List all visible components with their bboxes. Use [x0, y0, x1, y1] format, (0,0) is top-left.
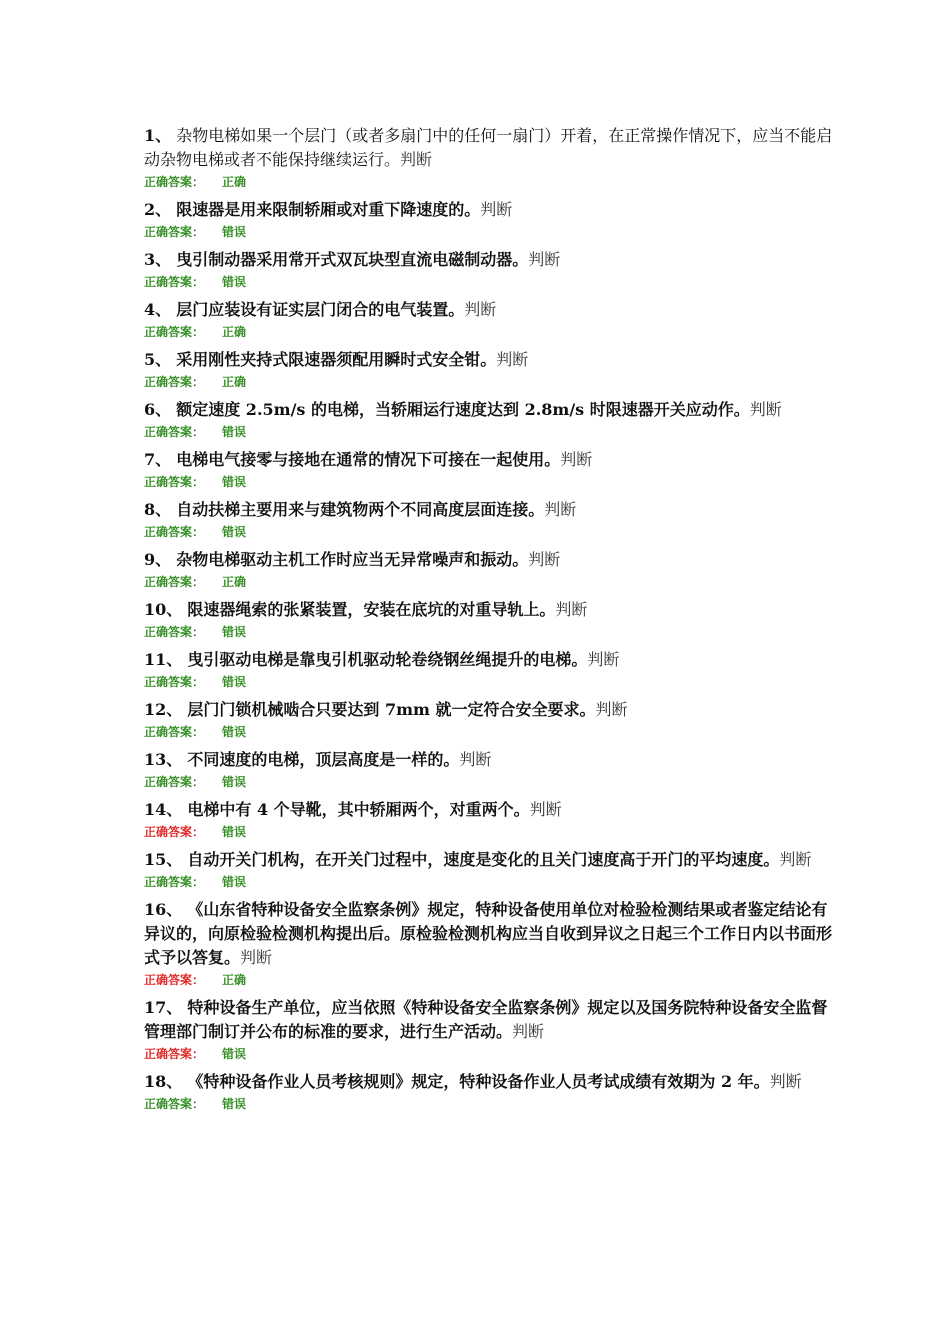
question-text: 曳引驱动电梯是靠曳引机驱动轮卷绕钢丝绳提升的电梯。 — [187, 650, 588, 669]
answer-line-15 — [144, 874, 834, 890]
question-number: 15、 — [144, 850, 183, 869]
answer-label: 正确答案： — [144, 225, 205, 239]
question-number: 16、 — [144, 900, 183, 919]
question-15 — [144, 848, 834, 872]
question-9 — [144, 548, 834, 572]
answer-label: 正确答案： — [144, 875, 205, 889]
question-number: 12、 — [144, 700, 183, 719]
answer-line-11 — [144, 674, 834, 690]
question-number: 4、 — [144, 300, 172, 319]
answer-label: 正确答案： — [144, 825, 205, 839]
answer-label: 正确答案： — [144, 1047, 205, 1061]
answer-line-12 — [144, 724, 834, 740]
question-number: 18、 — [144, 1072, 183, 1091]
judge-tag: 判断 — [464, 300, 497, 319]
answer-value: 错误 — [222, 825, 247, 839]
answer-value: 错误 — [222, 225, 247, 239]
judge-tag: 判断 — [749, 400, 782, 419]
question-number: 17、 — [144, 998, 183, 1017]
judge-tag: 判断 — [587, 650, 620, 669]
question-text: 曳引制动器采用常开式双瓦块型直流电磁制动器。 — [176, 250, 529, 269]
question-number: 6、 — [144, 400, 172, 419]
answer-value: 错误 — [222, 775, 247, 789]
answer-line-16 — [144, 972, 834, 988]
question-text: 层门门锁机械啮合只要达到 7mm 就一定符合安全要求。 — [187, 700, 596, 719]
judge-tag: 判断 — [544, 500, 577, 519]
answer-value: 正确 — [222, 575, 247, 589]
judge-tag: 判断 — [512, 1022, 545, 1041]
answer-value: 错误 — [222, 475, 247, 489]
answer-label: 正确答案： — [144, 375, 205, 389]
answer-label: 正确答案： — [144, 325, 205, 339]
question-number: 13、 — [144, 750, 183, 769]
answer-label: 正确答案： — [144, 275, 205, 289]
judge-tag: 判断 — [480, 200, 513, 219]
question-10 — [144, 598, 834, 622]
question-number: 1、 — [144, 126, 172, 145]
question-text: 自动开关门机构，在开关门过程中，速度是变化的且关门速度高于开门的平均速度。 — [187, 850, 780, 869]
question-number: 2、 — [144, 200, 172, 219]
answer-value: 错误 — [222, 625, 247, 639]
question-number: 8、 — [144, 500, 172, 519]
question-12 — [144, 698, 834, 722]
question-text: 杂物电梯驱动主机工作时应当无异常噪声和振动。 — [176, 550, 529, 569]
question-4 — [144, 298, 834, 322]
answer-label: 正确答案： — [144, 175, 205, 189]
question-text: 《山东省特种设备安全监察条例》规定，特种设备使用单位对检验检测结果或者鉴定结论有异议的，向原检验检测机构提出后。原检验检测机构应当自收到异议之日起三个工作日内以书面形式予以答复。 — [144, 900, 833, 967]
question-list — [144, 124, 834, 1120]
judge-tag: 判断 — [779, 850, 812, 869]
answer-label: 正确答案： — [144, 1097, 205, 1111]
answer-value: 错误 — [222, 275, 247, 289]
question-text: 特种设备生产单位，应当依照《特种设备安全监察条例》规定以及国务院特种设备安全监督管理部门制订并公布的标准的要求，进行生产活动。 — [144, 998, 828, 1041]
answer-line-5 — [144, 374, 834, 390]
answer-value: 错误 — [222, 675, 247, 689]
answer-label: 正确答案： — [144, 725, 205, 739]
judge-tag: 判断 — [240, 948, 273, 967]
judge-tag: 判断 — [496, 350, 529, 369]
question-6 — [144, 398, 834, 422]
judge-tag: 判断 — [528, 250, 561, 269]
question-11 — [144, 648, 834, 672]
answer-line-3 — [144, 274, 834, 290]
question-7 — [144, 448, 834, 472]
question-18 — [144, 1070, 834, 1094]
question-number: 14、 — [144, 800, 183, 819]
question-13 — [144, 748, 834, 772]
answer-line-7 — [144, 474, 834, 490]
answer-value: 错误 — [222, 1047, 247, 1061]
answer-value: 错误 — [222, 875, 247, 889]
answer-value: 错误 — [222, 725, 247, 739]
answer-label: 正确答案： — [144, 973, 205, 987]
answer-label: 正确答案： — [144, 675, 205, 689]
answer-line-9 — [144, 574, 834, 590]
answer-line-13 — [144, 774, 834, 790]
answer-value: 错误 — [222, 425, 247, 439]
question-text: 《特种设备作业人员考核规则》规定，特种设备作业人员考试成绩有效期为 2 年。 — [187, 1072, 770, 1091]
answer-line-4 — [144, 324, 834, 340]
answer-label: 正确答案： — [144, 625, 205, 639]
answer-value: 正确 — [222, 325, 247, 339]
question-17 — [144, 996, 834, 1044]
answer-line-1 — [144, 174, 834, 190]
answer-label: 正确答案： — [144, 425, 205, 439]
question-text: 限速器绳索的张紧装置，安装在底坑的对重导轨上。 — [187, 600, 556, 619]
answer-line-6 — [144, 424, 834, 440]
judge-tag: 判断 — [560, 450, 593, 469]
answer-line-14 — [144, 824, 834, 840]
question-text: 不同速度的电梯，顶层高度是一样的。 — [187, 750, 460, 769]
answer-value: 正确 — [222, 175, 247, 189]
question-number: 5、 — [144, 350, 172, 369]
answer-line-8 — [144, 524, 834, 540]
answer-label: 正确答案： — [144, 575, 205, 589]
question-text: 采用刚性夹持式限速器须配用瞬时式安全钳。 — [176, 350, 497, 369]
judge-tag: 判断 — [595, 700, 628, 719]
question-number: 10、 — [144, 600, 183, 619]
answer-line-17 — [144, 1046, 834, 1062]
question-number: 9、 — [144, 550, 172, 569]
answer-value: 错误 — [222, 525, 247, 539]
question-16 — [144, 898, 834, 970]
judge-tag: 判断 — [769, 1072, 802, 1091]
question-3 — [144, 248, 834, 272]
question-text: 电梯中有 4 个导靴，其中轿厢两个，对重两个。 — [187, 800, 530, 819]
question-1 — [144, 124, 834, 172]
answer-line-10 — [144, 624, 834, 640]
judge-tag: 判断 — [555, 600, 588, 619]
answer-value: 正确 — [222, 973, 247, 987]
answer-label: 正确答案： — [144, 525, 205, 539]
question-text: 自动扶梯主要用来与建筑物两个不同高度层面连接。 — [176, 500, 545, 519]
question-number: 3、 — [144, 250, 172, 269]
answer-value: 正确 — [222, 375, 247, 389]
question-8 — [144, 498, 834, 522]
answer-line-18 — [144, 1096, 834, 1112]
judge-tag: 判断 — [529, 800, 562, 819]
question-14 — [144, 798, 834, 822]
question-number: 7、 — [144, 450, 172, 469]
question-text: 电梯电气接零与接地在通常的情况下可接在一起使用。 — [176, 450, 561, 469]
question-text: 层门应装设有证实层门闭合的电气装置。 — [176, 300, 465, 319]
question-2 — [144, 198, 834, 222]
answer-value: 错误 — [222, 1097, 247, 1111]
judge-tag: 判断 — [528, 550, 561, 569]
question-number: 11、 — [144, 650, 183, 669]
question-text: 限速器是用来限制轿厢或对重下降速度的。 — [176, 200, 481, 219]
answer-line-2 — [144, 224, 834, 240]
answer-label: 正确答案： — [144, 475, 205, 489]
question-text: 额定速度 2.5m/s 的电梯，当轿厢运行速度达到 2.8m/s 时限速器开关应动作。 — [176, 400, 750, 419]
question-text: 杂物电梯如果一个层门（或者多扇门中的任何一扇门）开着，在正常操作情况下，应当不能启动杂物电梯或者不能保持继续运行。 — [144, 126, 833, 169]
question-5 — [144, 348, 834, 372]
judge-tag: 判断 — [400, 150, 433, 169]
judge-tag: 判断 — [459, 750, 492, 769]
answer-label: 正确答案： — [144, 775, 205, 789]
